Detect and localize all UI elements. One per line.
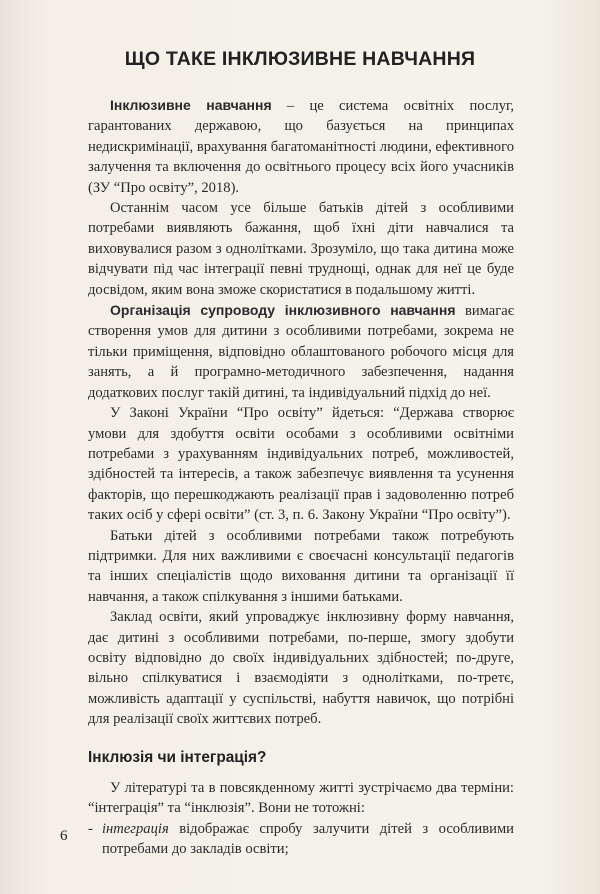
organization-text: вимагає створення умов для дитини з особливими потребами, зокрема не тільки приміщення, відповідно облаштованого робочого місця для занять, а й програмно-методичного забезпечення, надання додаткових послуг такій дитині, та індивідуальний підхід до неї. — [88, 303, 514, 401]
page-number: 6 — [60, 828, 68, 844]
term-integration: інтеграція — [102, 820, 169, 837]
list-dash: - — [88, 820, 93, 837]
paragraph-school: Заклад освіти, який упроваджує інклюзивну форму навчання, дає дитині з особливими потребами, по-перше, змогу здобути освіту відповідно до своїх індивідуальних здібностей; по-друге, вільно спілкуватися і взаємодіяти з однолітками, по-третє, можливість адаптації у суспільстві, набуття навичок, що потрібні для реалізації своїх життєвих потреб. — [88, 609, 514, 728]
section-subheading: Інклюзія чи інтеграція? — [88, 748, 267, 766]
paragraph-definition — [88, 95, 514, 198]
paragraph-terms: У літературі та в повсякденному житті зустрічаємо два терміни: “інтеграція” та “інклюзія”. Вони не тотожні: — [88, 780, 514, 817]
page-title: ЩО ТАКЕ ІНКЛЮЗИВНЕ НАВЧАННЯ — [124, 48, 476, 70]
paragraph-parents-support: Батьки дітей з особливими потребами також потребують підтримки. Для них важливими є своєчасні консультації педагогів та інших спеціалістів щодо виховання дитини та організації її навчання, а також спілкування з іншими батьками. — [88, 527, 514, 605]
paragraph-law: У Законі України “Про освіту” йдеться: “Держава створює умови для здобуття освіти особами з особливими освітніми потребами з урахуванням індивідуальних потреб, можливостей, здібностей та інтересів, а також забезпечує виявлення та усунення факторів, що перешкоджають реалізації прав і задоволенню потреб таких осіб у сфері освіти” (ст. 3, п. 6. Закону України “Про освіту”). — [88, 405, 514, 524]
paragraph-parents-wish: Останнім часом усе більше батьків дітей з особливими потребами виявляють бажання, щоб їхні діти навчалися та виховувалися разом з однолітками. Зрозуміло, що така дитина може відчувати під час інтеграції певні труднощі, однак для неї це буде досвідом, яким вона зможе скористатися в подальшому житті. — [88, 200, 514, 298]
definition-text: – це система освітніх послуг, гарантованих державою, що базується на принципах недискримінації, врахування багатоманітності людини, ефективного залучення та включення до освітнього процесу всіх його учасників (ЗУ “Про освіту”, 2018). — [88, 98, 514, 196]
term-organization: Організація супроводу інклюзивного навчання — [110, 302, 456, 319]
paragraph-organization — [88, 300, 514, 403]
term-inclusive-education: Інклюзивне навчання — [110, 97, 272, 113]
list-item — [88, 819, 514, 860]
integration-text: відображає спробу залучити дітей з особливими потребами до закладів освіти; — [102, 820, 514, 858]
list-item-text — [102, 819, 514, 860]
body-text — [88, 95, 514, 860]
